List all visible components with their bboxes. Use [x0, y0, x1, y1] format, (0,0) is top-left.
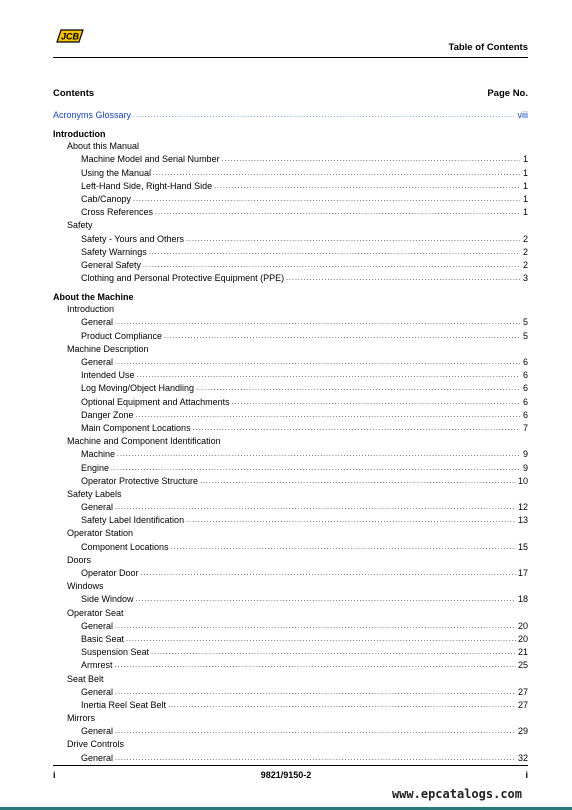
toc-entry-label[interactable]: General Safety — [81, 259, 142, 270]
toc-entry[interactable] — [53, 369, 528, 382]
dot-leader — [115, 356, 520, 369]
toc-entry[interactable] — [53, 422, 528, 435]
toc-entry-page[interactable]: 27 — [517, 686, 528, 697]
toc-entry-label[interactable]: Engine — [81, 462, 110, 473]
toc-entry[interactable] — [53, 514, 528, 527]
dot-leader — [115, 316, 520, 329]
toc-entry-label[interactable]: Component Locations — [81, 541, 169, 552]
toc-entry-label[interactable]: General — [81, 686, 114, 697]
toc-entry-label[interactable]: General — [81, 620, 114, 631]
toc-entry-page[interactable]: 1 — [522, 180, 528, 191]
toc-entry-page[interactable]: 2 — [522, 233, 528, 244]
dot-leader — [126, 633, 516, 646]
toc-entry[interactable] — [53, 593, 528, 606]
dot-leader — [115, 620, 516, 633]
page-no-column-heading: Page No. — [487, 88, 528, 99]
subsection-heading: About this Manual — [67, 141, 140, 152]
toc-entry[interactable] — [53, 180, 528, 193]
dot-leader — [232, 396, 520, 409]
toc-entry-page[interactable]: 9 — [522, 449, 528, 460]
toc-entry[interactable] — [53, 501, 528, 514]
dot-leader — [141, 567, 516, 580]
subsection-heading: Drive Controls — [67, 739, 125, 750]
dot-leader — [136, 409, 520, 422]
toc-entry-label[interactable]: Operator Door — [81, 568, 139, 578]
toc-entry[interactable] — [53, 633, 528, 646]
footer-page-right: i — [525, 770, 528, 780]
toc-entry-page[interactable]: 1 — [522, 193, 528, 204]
subsection-heading: Windows — [67, 581, 104, 592]
toc-entry[interactable] — [53, 272, 528, 285]
toc-entry-page[interactable]: 20 — [517, 620, 528, 631]
toc-entry[interactable] — [53, 396, 528, 409]
toc-entry-label[interactable]: Safety - Yours and Others — [81, 233, 185, 244]
toc-entry-page[interactable]: 13 — [517, 515, 528, 526]
dot-leader — [115, 686, 516, 699]
dot-leader — [133, 193, 520, 206]
dot-leader — [222, 153, 520, 166]
toc-entry[interactable] — [53, 316, 528, 329]
toc-entry-label[interactable]: Safety Warnings — [81, 246, 147, 257]
toc-entry-page[interactable]: 29 — [517, 726, 528, 737]
toc-entry[interactable] — [53, 448, 528, 461]
logo-text: JCB — [60, 31, 80, 42]
subsection-heading: Seat Belt — [67, 673, 104, 684]
dot-leader — [286, 272, 520, 285]
toc-entry-page[interactable]: 1 — [522, 207, 528, 218]
toc-entry-label[interactable]: Optional Equipment and Attachments — [81, 396, 230, 407]
toc-entry[interactable] — [53, 259, 528, 272]
toc-entry[interactable] — [53, 167, 528, 180]
dot-leader — [133, 109, 515, 122]
subsection-heading: Machine Description — [67, 343, 149, 354]
toc-entry-page[interactable]: 17 — [517, 568, 528, 578]
toc-entry[interactable] — [53, 193, 528, 206]
footer-document-number: 9821/9150-2 — [260, 770, 312, 780]
subsection-heading: Machine and Component Identification — [67, 436, 221, 447]
subsection-heading: Mirrors — [67, 713, 95, 724]
toc-entry-page[interactable]: 5 — [522, 317, 528, 328]
toc-entry-label[interactable]: Using the Manual — [81, 167, 152, 178]
toc-entry-page[interactable]: 6 — [522, 409, 528, 420]
toc-entry-page[interactable]: 5 — [522, 330, 528, 341]
jcb-logo — [55, 28, 85, 44]
contents-column-heading: Contents — [53, 88, 95, 99]
toc-entry-label[interactable]: Left-Hand Side, Right-Hand Side — [81, 180, 213, 191]
toc-entry-label[interactable]: Danger Zone — [81, 409, 134, 420]
toc-entry[interactable] — [53, 409, 528, 422]
dot-leader — [136, 593, 516, 606]
toc-entry-label[interactable]: Product Compliance — [81, 330, 163, 341]
toc-entry[interactable] — [53, 620, 528, 633]
subsection-heading: Operator Seat — [67, 607, 124, 618]
dot-leader — [186, 514, 516, 527]
footer-page-left: i — [53, 770, 56, 780]
toc-entry-page[interactable]: 6 — [522, 396, 528, 407]
toc-entry-label[interactable]: Basic Seat — [81, 633, 125, 644]
page-header-title: Table of Contents — [448, 42, 528, 53]
toc-entry-label[interactable]: Cross References — [81, 207, 154, 218]
subsection-heading: Safety — [67, 220, 93, 231]
toc-entry[interactable] — [53, 699, 528, 712]
dot-leader — [168, 699, 516, 712]
toc-entry-label[interactable]: Log Moving/Object Handling — [81, 383, 195, 394]
toc-entry-label[interactable]: Cab/Canopy — [81, 193, 132, 204]
subsection-heading: Operator Station — [67, 528, 134, 539]
dot-leader — [115, 752, 516, 765]
toc-entry-page[interactable]: 9 — [522, 462, 528, 473]
toc-entry-page[interactable]: 3 — [522, 273, 528, 284]
glossary-label[interactable]: Acronyms Glossary — [53, 110, 132, 120]
toc-entry[interactable] — [53, 382, 528, 395]
dot-leader — [155, 206, 520, 219]
toc-entry[interactable] — [53, 330, 528, 343]
dot-leader — [149, 246, 520, 259]
toc-entry-label[interactable]: Armrest — [81, 660, 113, 671]
section-title: About the Machine — [53, 292, 134, 303]
toc-entry-page[interactable]: 2 — [522, 246, 528, 257]
toc-entry[interactable] — [53, 686, 528, 699]
dot-leader — [153, 167, 520, 180]
dot-leader — [151, 646, 516, 659]
toc-entry[interactable] — [53, 541, 528, 554]
dot-leader — [143, 259, 520, 272]
dot-leader — [115, 725, 516, 738]
toc-entry[interactable] — [53, 462, 528, 475]
dot-leader — [111, 462, 520, 475]
dot-leader — [196, 382, 520, 395]
section-title: Introduction — [53, 129, 106, 140]
footer-divider — [53, 765, 528, 766]
dot-leader — [193, 422, 520, 435]
toc-entry-label[interactable]: General — [81, 357, 114, 367]
subsection-heading: Safety Labels — [67, 488, 122, 499]
toc-entry-label[interactable]: General — [81, 502, 114, 513]
toc-entry-label[interactable]: Machine Model and Serial Number — [81, 154, 220, 165]
subsection-heading: Introduction — [67, 304, 115, 315]
toc-entry[interactable] — [53, 475, 528, 488]
toc-entry[interactable] — [53, 233, 528, 246]
toc-entry-label[interactable]: General — [81, 752, 114, 763]
toc-entry-label[interactable]: Safety Label Identification — [81, 515, 185, 526]
dot-leader — [117, 448, 520, 461]
toc-entry[interactable] — [53, 752, 528, 765]
toc-entry-page[interactable]: 27 — [517, 699, 528, 710]
toc-entry-page[interactable]: 2 — [522, 259, 528, 270]
toc-entry-label[interactable]: Intended Use — [81, 370, 135, 381]
dot-leader — [171, 541, 516, 554]
toc-entry-label[interactable]: Operator Protective Structure — [81, 475, 199, 486]
toc-entry-page[interactable]: 25 — [517, 660, 528, 671]
glossary-page[interactable]: viii — [517, 110, 528, 120]
toc-entry-label[interactable]: General — [81, 317, 114, 328]
toc-entry-page[interactable]: 6 — [522, 370, 528, 381]
toc-entry-page[interactable]: 12 — [517, 502, 528, 513]
subsection-heading: Doors — [67, 554, 92, 565]
table-of-contents — [53, 109, 528, 765]
toc-entry-label[interactable]: Machine — [81, 449, 116, 460]
dot-leader — [137, 369, 520, 382]
toc-entry[interactable] — [53, 246, 528, 259]
dot-leader — [164, 330, 520, 343]
toc-entry-page[interactable]: 15 — [517, 541, 528, 552]
toc-entry-label[interactable]: Clothing and Personal Protective Equipment (PPE) — [81, 273, 285, 284]
header-divider — [53, 57, 528, 58]
watermark: www.epcatalogs.com — [391, 787, 522, 801]
dot-leader — [115, 659, 516, 672]
toc-entry-page[interactable]: 1 — [522, 154, 528, 165]
dot-leader — [115, 501, 516, 514]
toc-entry[interactable] — [53, 356, 528, 369]
toc-entry[interactable] — [53, 646, 528, 659]
toc-entry-page[interactable]: 6 — [522, 383, 528, 394]
glossary-link[interactable] — [53, 109, 528, 122]
toc-entry-page[interactable]: 18 — [517, 594, 528, 605]
toc-entry-label[interactable]: Inertia Reel Seat Belt — [81, 699, 167, 710]
toc-entry-page[interactable]: 7 — [522, 422, 528, 433]
toc-entry[interactable] — [53, 659, 528, 672]
dot-leader — [214, 180, 520, 193]
toc-entry-page[interactable]: 1 — [522, 167, 528, 178]
toc-entry-page[interactable]: 32 — [517, 752, 528, 763]
dot-leader — [186, 233, 520, 246]
toc-entry-page[interactable]: 21 — [517, 647, 528, 658]
toc-entry[interactable] — [53, 567, 528, 580]
toc-entry[interactable] — [53, 206, 528, 219]
toc-entry-label[interactable]: Side Window — [81, 594, 134, 605]
toc-entry-page[interactable]: 6 — [522, 357, 528, 367]
toc-entry[interactable] — [53, 153, 528, 166]
toc-entry[interactable] — [53, 725, 528, 738]
toc-entry-label[interactable]: Main Component Locations — [81, 422, 191, 433]
dot-leader — [200, 475, 516, 488]
toc-entry-label[interactable]: General — [81, 726, 114, 737]
toc-entry-page[interactable]: 10 — [517, 475, 528, 486]
toc-entry-page[interactable]: 20 — [517, 633, 528, 644]
toc-entry-label[interactable]: Suspension Seat — [81, 647, 150, 658]
